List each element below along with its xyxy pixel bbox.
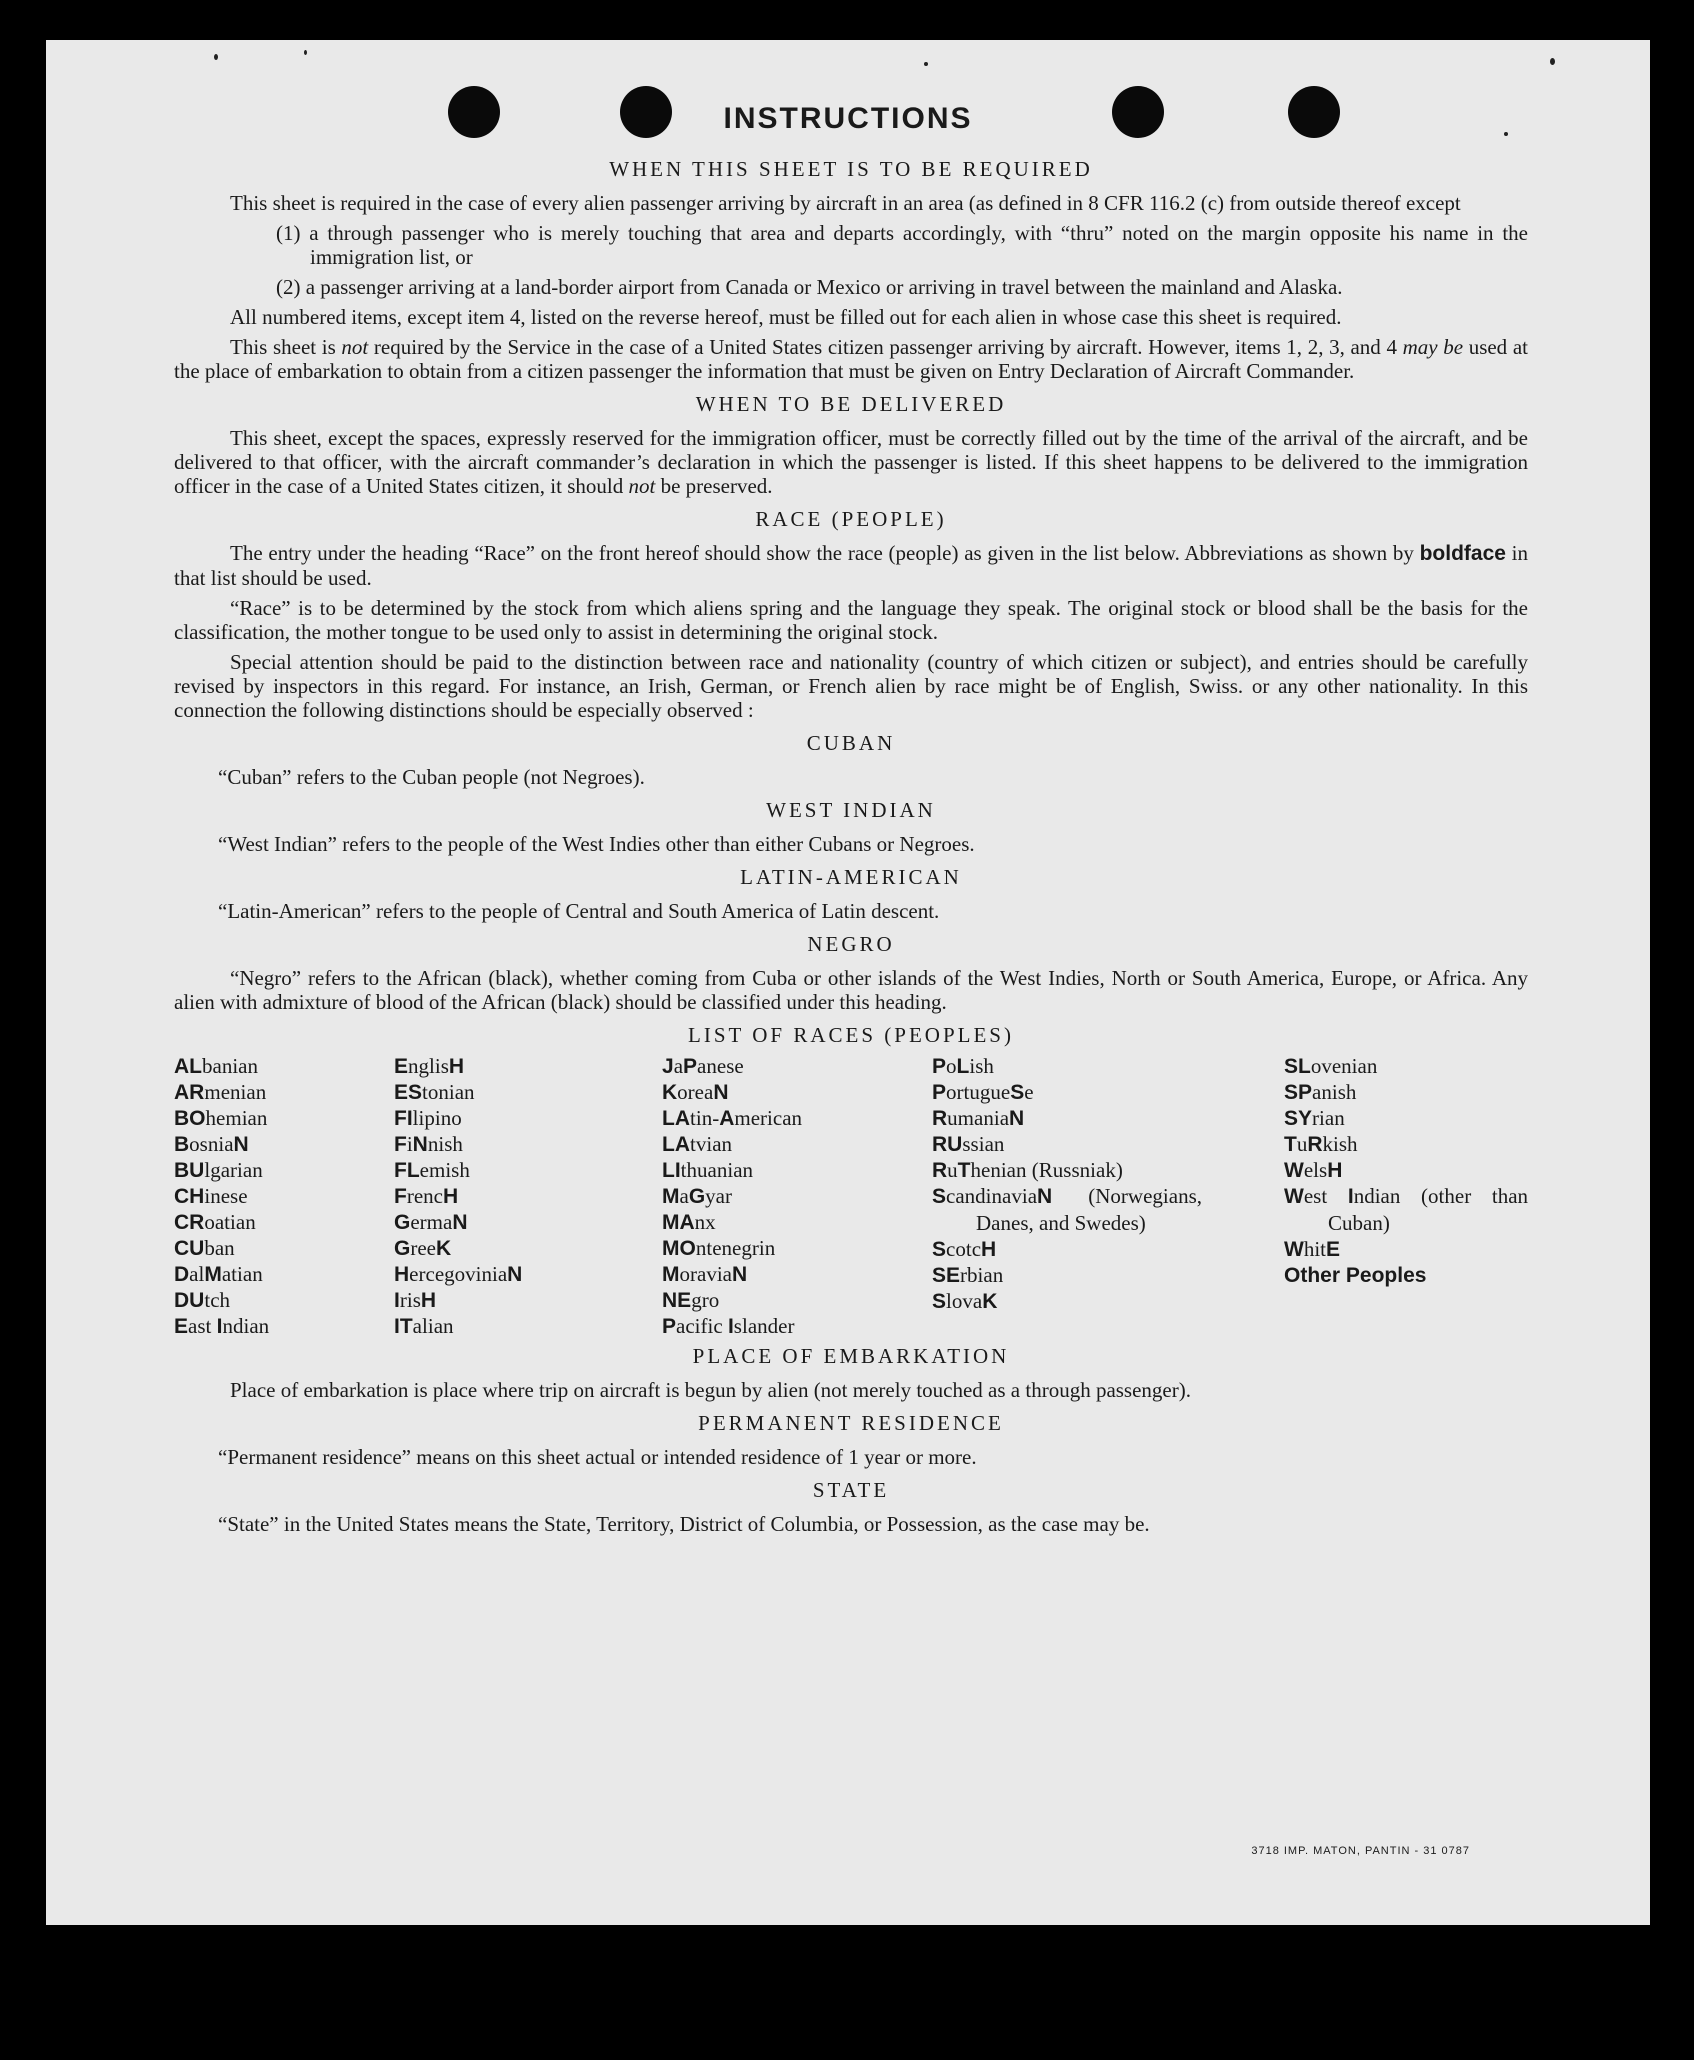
race-entry: FIlipino <box>394 1106 462 1130</box>
race-entry: ITalian <box>394 1314 454 1338</box>
race-entry: LAtin-American <box>662 1106 803 1130</box>
paragraph: “Latin-American” refers to the people of Central and South America of Latin descent. <box>218 899 940 923</box>
paragraph <box>174 426 1528 498</box>
paragraph <box>174 335 1528 383</box>
race-entry: SlovaK <box>932 1289 998 1313</box>
race-entry: WelsH <box>1284 1158 1343 1182</box>
speck <box>214 54 218 60</box>
race-entry: EnglisH <box>394 1054 465 1078</box>
section-heading-west-indian: WEST INDIAN <box>766 798 936 822</box>
race-entry: PortugueSe <box>932 1080 1034 1104</box>
race-entry: LIthuanian <box>662 1158 754 1182</box>
exception-item-1: (1) a through passenger who is merely touching that area and departs accordingly, with “thru” noted on the margin opposite his name in the immigration list, or <box>276 221 1528 269</box>
race-entry: FiNnish <box>394 1132 463 1156</box>
race-entry: FrencH <box>394 1184 459 1208</box>
races-column <box>394 1053 644 1339</box>
race-entry: BosniaN <box>174 1132 249 1156</box>
race-entry: HercegoviniaN <box>394 1262 523 1286</box>
race-entry: RumaniaN <box>932 1106 1025 1130</box>
races-column <box>174 1053 374 1339</box>
race-entry: KoreaN <box>662 1080 729 1104</box>
race-entry: East Indian <box>174 1314 270 1338</box>
printer-imprint: 3718 IMP. MATON, PANTIN - 31 0787 <box>1251 1845 1470 1857</box>
race-entry: BOhemian <box>174 1106 268 1130</box>
race-entry: RuThenian (Russniak) <box>932 1158 1123 1182</box>
race-entry: GreeK <box>394 1236 452 1260</box>
section-heading-required: WHEN THIS SHEET IS TO BE REQUIRED <box>609 157 1093 181</box>
race-entry: ScandinaviaN (Norwegians, Danes, and Swedes) <box>932 1184 1202 1235</box>
race-entry: ScotcH <box>932 1237 997 1261</box>
race-entry: JaPanese <box>662 1054 744 1078</box>
speck <box>924 62 928 66</box>
page-title: INSTRUCTIONS <box>723 102 973 135</box>
italic-text: may be <box>1402 335 1464 359</box>
section-heading-residence: PERMANENT RESIDENCE <box>698 1411 1004 1435</box>
paragraph <box>174 541 1528 590</box>
section-heading-cuban: CUBAN <box>806 731 896 755</box>
paragraph: “Cuban” refers to the Cuban people (not Negroes). <box>218 765 645 789</box>
race-entry: GermaN <box>394 1210 468 1234</box>
race-entry: Other Peoples <box>1284 1264 1427 1287</box>
paragraph: “Negro” refers to the African (black), whether coming from Cuba or other islands of the West Indies, North or South America, Europe, or Africa. Any alien with admixture of blood of the African (black) should be classified under this heading. <box>174 966 1528 1014</box>
races-column <box>662 1053 912 1339</box>
text-run: This sheet is <box>230 335 342 359</box>
race-entry: CRoatian <box>174 1210 256 1234</box>
paragraph: Place of embarkation is place where trip on aircraft is begun by alien (not merely touched as a through passenger). <box>230 1378 1191 1402</box>
races-column <box>1284 1053 1528 1288</box>
paragraph: This sheet is required in the case of every alien passenger arriving by aircraft in an area (as defined in 8 CFR 116.2 (c) from outside thereof except <box>230 191 1461 215</box>
section-heading-list-of-races: LIST OF RACES (PEOPLES) <box>688 1023 1014 1047</box>
race-entry: LAtvian <box>662 1132 733 1156</box>
race-entry: NEgro <box>662 1288 720 1312</box>
race-entry: EStonian <box>394 1080 475 1104</box>
bold-text: boldface <box>1419 542 1506 565</box>
race-entry: SPanish <box>1284 1080 1357 1104</box>
race-entry: IrisH <box>394 1288 437 1312</box>
italic-text: not <box>341 335 369 359</box>
speck <box>1550 58 1555 65</box>
race-entry: MAnx <box>662 1210 716 1234</box>
race-entry: RUssian <box>932 1132 1005 1156</box>
paragraph: “Race” is to be determined by the stock from which aliens spring and the language they speak. The original stock or blood shall be the basis for the classification, the mother tongue to be used only to assist in determining the original stock. <box>174 596 1528 644</box>
instructions-body <box>174 148 1528 1542</box>
text-run: required by the Service in the case of a United States citizen passenger arriving by aircraft. However, items 1, 2, 3, and 4 <box>368 335 1403 359</box>
race-entry: MoraviaN <box>662 1262 748 1286</box>
section-heading-state: STATE <box>812 1478 890 1502</box>
paragraph: “West Indian” refers to the people of the West Indies other than either Cubans or Negroes. <box>218 832 975 856</box>
race-entry: Pacific Islander <box>662 1314 795 1338</box>
section-heading-latin-american: LATIN-AMERICAN <box>740 865 962 889</box>
race-entry: CHinese <box>174 1184 248 1208</box>
race-entry: SLovenian <box>1284 1054 1378 1078</box>
exception-item-2: (2) a passenger arriving at a land-border airport from Canada or Mexico or arriving in travel between the mainland and Alaska. <box>276 275 1343 299</box>
document-sheet <box>46 40 1650 1925</box>
paragraph: “State” in the United States means the State, Territory, District of Columbia, or Possession, as the case may be. <box>218 1512 1150 1536</box>
text-run: in that list should be used. <box>174 541 1528 590</box>
race-entry: SErbian <box>932 1263 1004 1287</box>
race-entry: FLemish <box>394 1158 470 1182</box>
section-heading-embarkation: PLACE OF EMBARKATION <box>692 1344 1010 1368</box>
races-list <box>174 1053 1529 1338</box>
section-heading-negro: NEGRO <box>807 932 895 956</box>
text-run: be preserved. <box>655 474 773 498</box>
race-entry: MaGyar <box>662 1184 732 1208</box>
race-entry: West Indian (other than Cuban) <box>1284 1184 1529 1235</box>
text-run: used at the place of embarkation to obtain from a citizen passenger the information that must be given on Entry Declaration of Aircraft Commander. <box>174 335 1528 383</box>
paragraph: All numbered items, except item 4, listed on the reverse hereof, must be filled out for each alien in whose case this sheet is required. <box>230 305 1342 329</box>
race-entry: ARmenian <box>174 1080 267 1104</box>
race-entry: DalMatian <box>174 1262 263 1286</box>
race-entry: SYrian <box>1284 1106 1345 1130</box>
text-run: The entry under the heading “Race” on the front hereof should show the race (people) as given in the list below. Abbreviations as shown by <box>230 541 1420 565</box>
race-entry: MOntenegrin <box>662 1236 776 1260</box>
race-entry: BUlgarian <box>174 1158 263 1182</box>
race-entry: PoLish <box>932 1054 994 1078</box>
section-heading-race: RACE (PEOPLE) <box>755 507 947 531</box>
races-column <box>932 1053 1202 1314</box>
paragraph: “Permanent residence” means on this sheet actual or intended residence of 1 year or more. <box>218 1445 977 1469</box>
paragraph: Special attention should be paid to the distinction between race and nationality (country of which citizen or subject), and entries should be carefully revised by inspectors in this regard. For instance, an Irish, German, or French alien by race might be of English, Swiss. or any other nationality. In this connection the following distinctions should be especially observed : <box>174 650 1528 722</box>
text-run: This sheet, except the spaces, expressly reserved for the immigration officer, must be correctly filled out by the time of the arrival of the aircraft, and be delivered to that officer, with the aircraft commander’s declaration in which the passenger is listed. If this sheet happens to be delivered to the immigration officer in the case of a United States citizen, it should <box>174 426 1528 498</box>
speck <box>304 50 307 55</box>
section-heading-delivered: WHEN TO BE DELIVERED <box>695 392 1007 416</box>
italic-text: not <box>628 474 656 498</box>
race-entry: TuRkish <box>1284 1132 1358 1156</box>
race-entry: DUtch <box>174 1288 231 1312</box>
race-entry: WhitE <box>1284 1237 1341 1261</box>
race-entry: ALbanian <box>174 1054 258 1078</box>
race-entry: CUban <box>174 1236 235 1260</box>
